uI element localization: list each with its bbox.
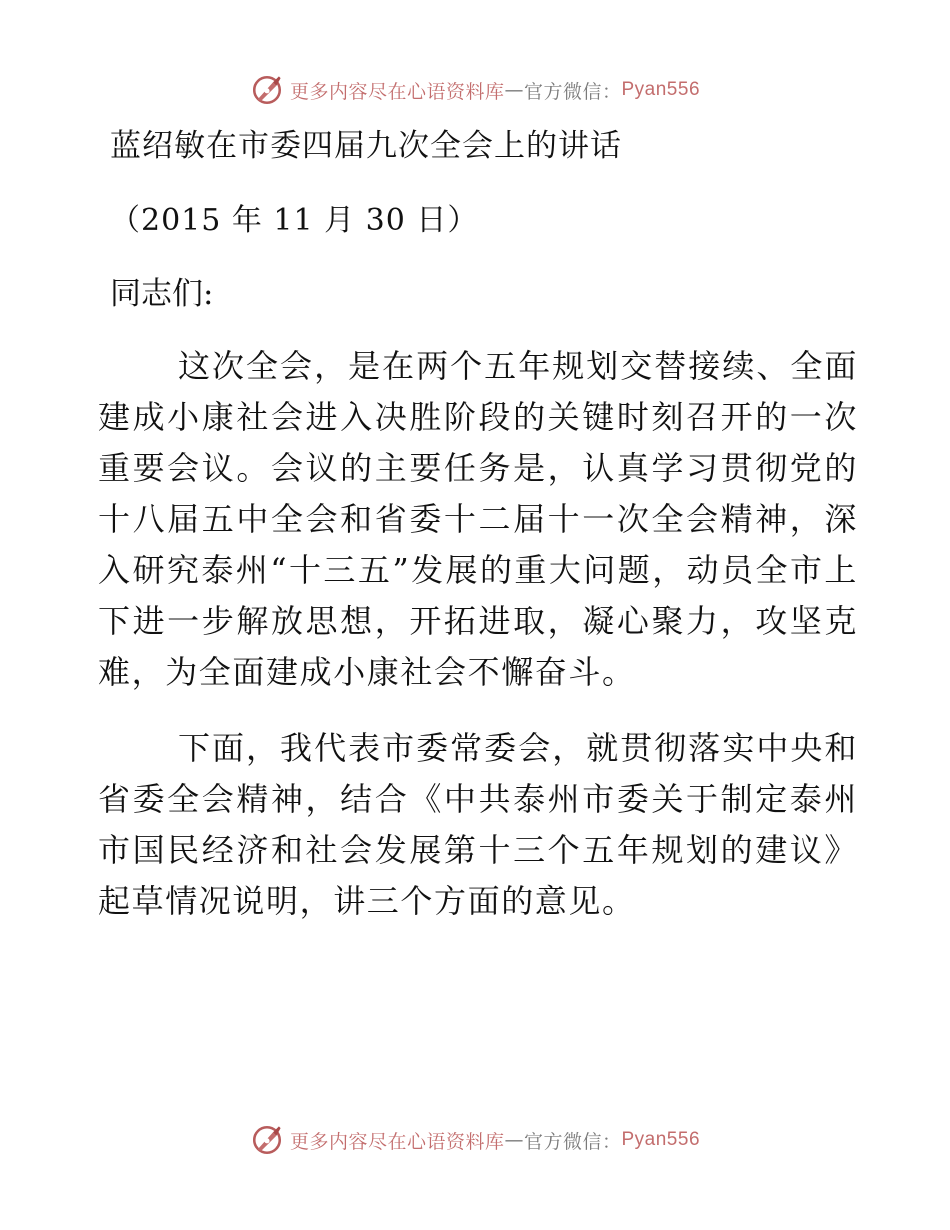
greeting: 同志们: [110, 276, 214, 312]
body-paragraph: 下面，我代表市委常委会，就贯彻落实中央和省委全会精神，结合《中共泰州市委关于制定泰州市国民经济和社会发展第十三个五年规划的建议》起草情况说明，讲三个方面的意见。 [98, 729, 858, 920]
body-paragraph: 这次全会，是在两个五年规划交替接续、全面建成小康社会进入决胜阶段的关键时刻召开的一次重要会议。会议的主要任务是，认真学习贯彻党的十八届五中全会和省委十二届十一次全会精神，深入研究泰州“十三五”发展的重大问题，动员全市上下进一步解放思想，开拓进取，凝心聚力，攻坚克难，为全面建成小康社会不懈奋斗。 [98, 347, 858, 691]
document-date: （2015 年 11 月 30 日） [110, 203, 479, 238]
quill-pen-logo-icon [250, 73, 284, 107]
quill-pen-logo-icon [250, 1123, 284, 1157]
document-title: 蓝绍敏在市委四届九次全会上的讲话 [110, 128, 622, 164]
watermark-wechat-id: Pyan556 [621, 1129, 701, 1150]
watermark-separator: — [504, 1129, 524, 1151]
watermark-separator: — [504, 79, 524, 101]
watermark-official-label: 官方微信： [523, 80, 622, 103]
watermark-wechat-id: Pyan556 [621, 79, 701, 100]
watermark-text: 更多内容尽在心语资料库 [289, 1130, 505, 1153]
header-watermark [0, 70, 950, 110]
footer-watermark [0, 1120, 950, 1160]
watermark-official-label: 官方微信： [523, 1130, 622, 1153]
watermark-text: 更多内容尽在心语资料库 [289, 80, 505, 103]
document-body [98, 122, 858, 927]
